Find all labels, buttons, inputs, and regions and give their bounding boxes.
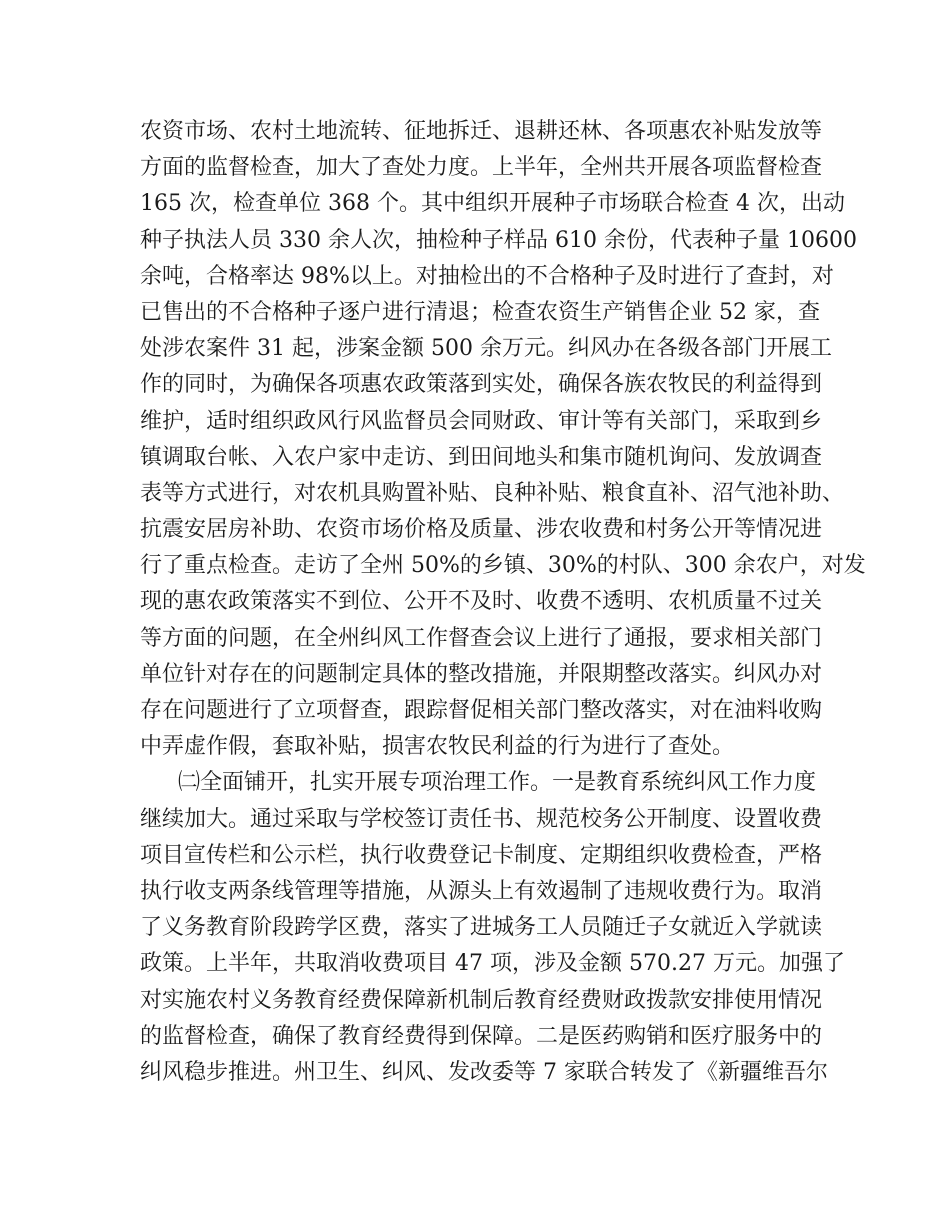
text-line: 中弄虚作假，套取补贴，损害农牧民利益的行为进行了查处。: [140, 734, 735, 760]
text-line: 农资市场、农村土地流转、征地拆迁、退耕还林、各项惠农补贴发放等: [140, 119, 823, 144]
text-line: 存在问题进行了立项督查，跟踪督促相关部门整改落实，对在油料收购: [140, 698, 823, 723]
text-line: 维护，适时组织政风行风监督员会同财政、审计等有关部门，采取到乡: [140, 408, 823, 434]
text-line: 项目宣传栏和公示栏，执行收费登记卡制度、定期组织收费检查，严格: [140, 842, 823, 868]
body-text: [140, 114, 866, 1091]
text-line: 现的惠农政策落实不到位、公开不及时、收费不透明、农机质量不过关: [140, 589, 823, 615]
text-line: 镇调取台帐、入农户家中走访、到田间地头和集市随机询问、发放调查: [140, 444, 823, 470]
text-line: 处涉农案件 31 起，涉案金额 500 余万元。纠风办在各级各部门开展工: [140, 336, 832, 362]
text-line: 对实施农村义务教育经费保障新机制后教育经费财政拨款安排使用情况: [140, 987, 823, 1013]
text-line: 等方面的问题，在全州纠风工作督查会议上进行了通报，要求相关部门: [140, 625, 823, 651]
text-line: 方面的监督检查，加大了查处力度。上半年，全州共开展各项监督检查: [140, 155, 823, 181]
text-line: 已售出的不合格种子逐户进行清退；检查农资生产销售企业 52 家，查: [140, 299, 820, 325]
text-line: 执行收支两条线管理等措施，从源头上有效遏制了违规收费行为。取消: [140, 878, 823, 904]
text-line: 政策。上半年，共取消收费项目 47 项，涉及金额 570.27 万元。加强了: [140, 951, 845, 977]
text-line: 继续加大。通过采取与学校签订责任书、规范校务公开制度、设置收费: [140, 806, 823, 832]
text-line: 的监督检查，确保了教育经费得到保障。二是医药购销和医疗服务中的: [140, 1023, 823, 1049]
text-line: 行了重点检查。走访了全州 50%的乡镇、30%的村队、300 余农户，对发: [140, 553, 866, 579]
text-line: 余吨，合格率达 98%以上。对抽检出的不合格种子及时进行了查封，对: [140, 263, 834, 289]
text-line: 了义务教育阶段跨学区费，落实了进城务工人员随迁子女就近入学就读: [140, 915, 823, 941]
text-line: 作的同时，为确保各项惠农政策落到实处，确保各族农牧民的利益得到: [140, 372, 823, 398]
text-line: 纠风稳步推进。州卫生、纠风、发改委等 7 家联合转发了《新疆维吾尔: [140, 1059, 828, 1085]
text-line: 抗震安居房补助、农资市场价格及质量、涉农收费和村务公开等情况进: [140, 517, 823, 543]
text-line: 单位针对存在的问题制定具体的整改措施，并限期整改落实。纠风办对: [140, 661, 823, 687]
text-line: 165 次，检查单位 368 个。其中组织开展种子市场联合检查 4 次，出动: [140, 191, 845, 217]
text-line: 种子执法人员 330 余人次，抽检种子样品 610 余份，代表种子量 10600: [140, 227, 857, 253]
section-heading-line: ㈡全面铺开，扎实开展专项治理工作。一是教育系统纠风工作力度: [178, 770, 817, 796]
text-line: 表等方式进行，对农机具购置补贴、良种补贴、粮食直补、沼气池补助、: [140, 480, 845, 506]
